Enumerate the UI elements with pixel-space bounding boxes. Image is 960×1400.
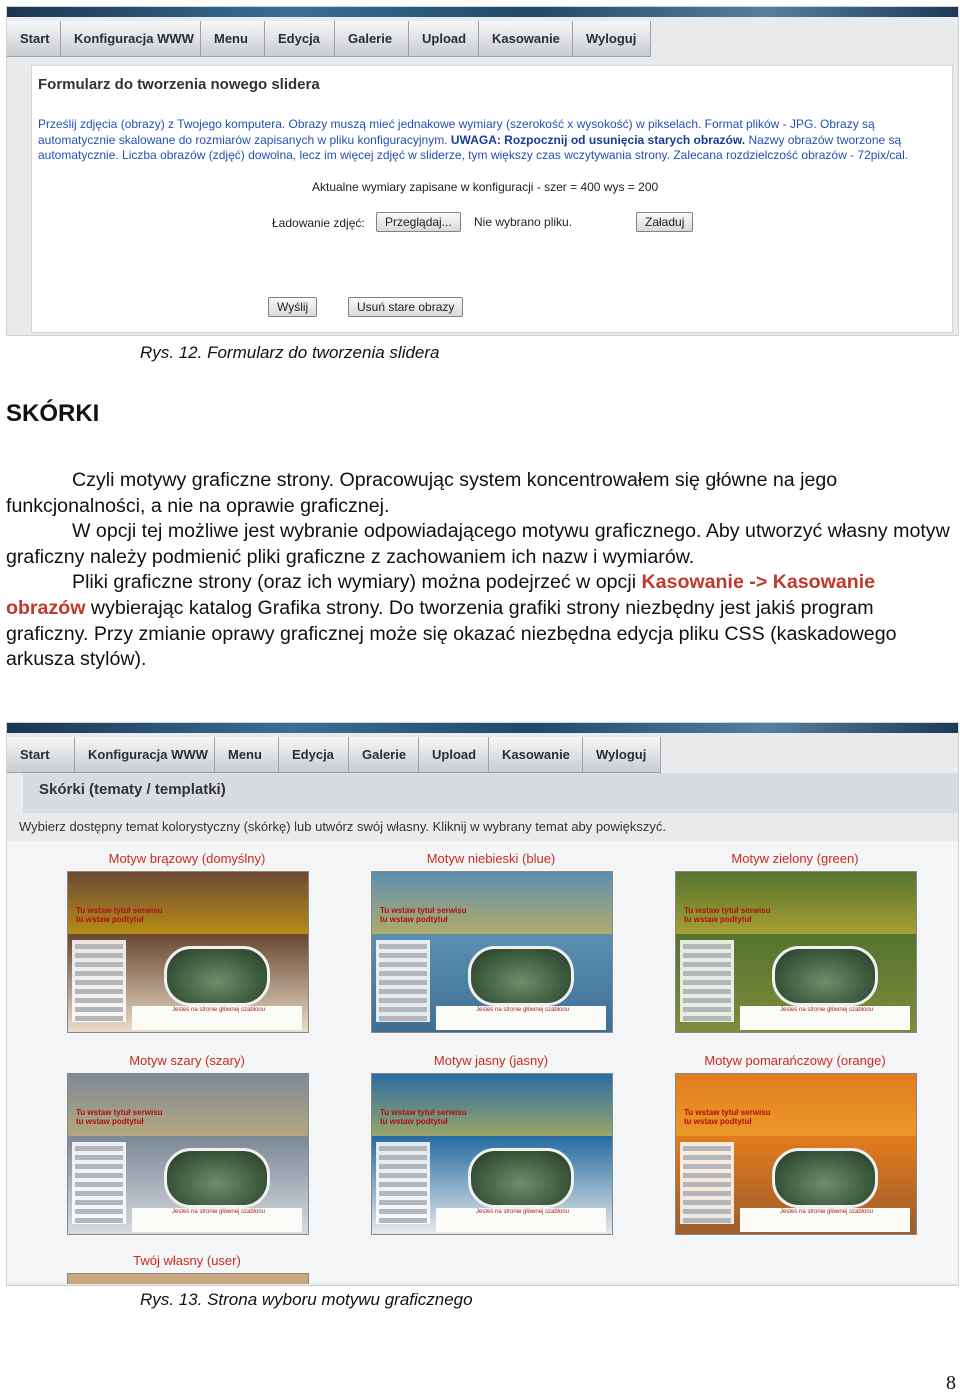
- nav-edycja[interactable]: Edycja: [265, 21, 335, 57]
- thumb-subtitle-text: tu wstaw podtytuł: [76, 915, 144, 924]
- nav-start[interactable]: Start: [7, 21, 61, 57]
- top-navigation: [7, 21, 958, 57]
- thumb-header: [676, 1074, 916, 1136]
- thumb-header: [68, 872, 308, 934]
- figure-caption-13: Rys. 13. Strona wyboru motywu graficznego: [140, 1290, 473, 1309]
- nav-start[interactable]: Start: [7, 737, 75, 773]
- thumb-slider-image: [164, 946, 270, 1006]
- nav-konfiguracja[interactable]: Konfiguracja WWW: [61, 21, 201, 57]
- no-file-text: Nie wybrano pliku.: [474, 215, 573, 229]
- thumb-slider-image: [772, 1148, 878, 1208]
- skins-title-bar: [23, 773, 958, 813]
- paragraph: [6, 570, 956, 672]
- nav-galerie[interactable]: Galerie: [335, 21, 409, 57]
- skin-thumbnail[interactable]: [371, 1073, 613, 1235]
- delete-old-images-button[interactable]: Usuń stare obrazy: [348, 297, 463, 317]
- nav-konfiguracja[interactable]: Konfiguracja WWW: [75, 737, 215, 773]
- browse-button[interactable]: Przeglądaj...: [376, 212, 461, 232]
- thumb-menu: [72, 1142, 126, 1224]
- form-title: Formularz do tworzenia nowego slidera: [38, 76, 320, 93]
- skin-label[interactable]: Motyw jasny (jasny): [433, 1053, 549, 1068]
- thumb-title-text: Tu wstaw tytuł serwisu: [380, 1108, 467, 1117]
- skins-subtitle: Wybierz dostępny temat kolorystyczny (skórkę) lub utwórz swój własny. Kliknij w wybrany temat aby powiększyć.: [19, 819, 666, 834]
- instructions-line: automatycznie skalowane do rozmiarów zapisanych w pliku konfiguracyjnym.: [38, 132, 451, 147]
- header-decoration: [7, 723, 958, 733]
- thumb-subtitle-text: tu wstaw podtytuł: [684, 915, 752, 924]
- thumb-title-text: Tu wstaw tytuł serwisu: [684, 1108, 771, 1117]
- thumb-header: [372, 1074, 612, 1136]
- thumb-content: [740, 1208, 910, 1232]
- thumb-title: [684, 1108, 771, 1126]
- skin-label[interactable]: Motyw niebieski (blue): [426, 851, 556, 866]
- thumb-header: [68, 1074, 308, 1136]
- skin-label[interactable]: Motyw zielony (green): [731, 851, 859, 866]
- thumb-slider-image: [468, 946, 574, 1006]
- thumb-title-text: Tu wstaw tytuł serwisu: [684, 906, 771, 915]
- paragraph-text: Pliki graficzne strony (oraz ich wymiary) można podejrzeć w opcji: [72, 571, 642, 594]
- send-button[interactable]: Wyślij: [268, 297, 317, 317]
- skin-label-own[interactable]: Twój własny (user): [133, 1253, 241, 1268]
- figure-caption-12: Rys. 12. Formularz do tworzenia slidera: [140, 343, 440, 362]
- thumb-subtitle-text: tu wstaw podtytuł: [380, 915, 448, 924]
- thumb-header: [676, 872, 916, 934]
- body-text: [6, 468, 956, 673]
- paragraph: Czyli motywy graficzne strony. Opracowując system koncentrowałem się główne na jego funkcjonalności, a nie na oprawie graficznej.: [6, 469, 838, 517]
- thumb-content: [436, 1006, 606, 1030]
- thumb-slider-image: [468, 1148, 574, 1208]
- section-title: SKÓRKI: [6, 400, 100, 427]
- skins-screenshot: [6, 722, 959, 1286]
- thumb-subtitle-text: tu wstaw podtytuł: [684, 1117, 752, 1126]
- nav-upload[interactable]: Upload: [419, 737, 489, 773]
- thumb-subtitle-text: tu wstaw podtytuł: [380, 1117, 448, 1126]
- thumb-title: [380, 1108, 467, 1126]
- thumb-heading: Jesteś na stronie głównej szablonu: [172, 1209, 266, 1215]
- paragraph-text: wybierając katalog Grafika strony. Do tworzenia grafiki strony niezbędny jest jakiś program graficzny. Przy zmianie oprawy graficznej może się okazać niezbędna edycja pliku CSS (kaskadowego arkusza stylów).: [6, 596, 897, 671]
- nav-menu[interactable]: Menu: [215, 737, 279, 773]
- slider-form-screenshot: [6, 6, 959, 336]
- form-panel: [31, 65, 953, 333]
- thumb-title-text: Tu wstaw tytuł serwisu: [76, 1108, 163, 1117]
- thumb-content: [132, 1006, 302, 1030]
- skins-title: Skórki (tematy / templatki): [39, 781, 226, 798]
- current-dimensions: Aktualne wymiary zapisane w konfiguracji - szer = 400 wys = 200: [312, 180, 659, 194]
- thumb-header: [372, 872, 612, 934]
- instructions-line: automatycznie. Liczba obrazów (zdjęć) dowolna, lecz im więcej zdjęć w sliderze, tym większy czas wczytywania strony. Zalecana rozdzielczość obrazów - 72pix/cal.: [38, 148, 909, 162]
- form-instructions: [38, 117, 933, 164]
- nav-kasowanie[interactable]: Kasowanie: [479, 21, 573, 57]
- thumb-title: [76, 1108, 163, 1126]
- paragraph: W opcji tej możliwe jest wybranie odpowiadającego motywu graficznego. Aby utworzyć własny motyw graficzny należy podmienić pliki graficzne z zachowaniem ich nazw i wymiarów.: [6, 520, 950, 568]
- nav-wyloguj[interactable]: Wyloguj: [583, 737, 661, 773]
- thumb-slider-image: [772, 946, 878, 1006]
- menu-path-highlight: Kasowanie -> Kasowanie obrazów: [6, 571, 876, 619]
- instructions-line: Prześlij zdjęcia (obrazy) z Twojego komputera. Obrazy muszą mieć jednakowe wymiary (szerokość x wysokość) w pikselach. Format plików - JPG. Obrazy są: [38, 117, 875, 131]
- thumb-heading: Jesteś na stronie głównej szablonu: [476, 1007, 570, 1013]
- thumb-menu: [680, 1142, 734, 1224]
- upload-label: Ładowanie zdjęć:: [272, 216, 365, 230]
- warning-text: UWAGA: Rozpocznij od usunięcia starych obrazów.: [450, 132, 746, 147]
- skin-thumbnail[interactable]: [67, 1073, 309, 1235]
- thumb-title: [684, 906, 771, 924]
- skin-thumbnail[interactable]: [675, 1073, 917, 1235]
- nav-kasowanie[interactable]: Kasowanie: [489, 737, 583, 773]
- thumb-menu: [376, 1142, 430, 1224]
- thumb-slider-image: [164, 1148, 270, 1208]
- skin-grid: [7, 841, 958, 1283]
- nav-edycja[interactable]: Edycja: [279, 737, 349, 773]
- load-button[interactable]: Załaduj: [636, 212, 693, 232]
- instructions-line: Nazwy obrazów tworzone są: [745, 132, 902, 147]
- thumb-title-text: Tu wstaw tytuł serwisu: [380, 906, 467, 915]
- thumb-content: [436, 1208, 606, 1232]
- thumb-content: [132, 1208, 302, 1232]
- nav-galerie[interactable]: Galerie: [349, 737, 419, 773]
- thumb-title: [380, 906, 467, 924]
- nav-wyloguj[interactable]: Wyloguj: [573, 21, 651, 57]
- nav-upload[interactable]: Upload: [409, 21, 479, 57]
- thumb-title-text: Tu wstaw tytuł serwisu: [76, 906, 163, 915]
- skin-label[interactable]: Motyw pomarańczowy (orange): [704, 1053, 886, 1068]
- skin-thumbnail[interactable]: [67, 871, 309, 1033]
- thumb-heading: Jesteś na stronie głównej szablonu: [476, 1209, 570, 1215]
- thumb-heading: Jesteś na stronie głównej szablonu: [780, 1007, 874, 1013]
- top-navigation: [7, 737, 958, 773]
- nav-menu[interactable]: Menu: [201, 21, 265, 57]
- thumb-menu: [680, 940, 734, 1022]
- thumb-heading: Jesteś na stronie głównej szablonu: [780, 1209, 874, 1215]
- thumb-heading: Jesteś na stronie głównej szablonu: [172, 1007, 266, 1013]
- thumb-content: [740, 1006, 910, 1030]
- skin-thumbnail[interactable]: [675, 871, 917, 1033]
- own-skin-thumbnail[interactable]: [67, 1273, 309, 1284]
- page-number: 8: [946, 1372, 956, 1394]
- skin-label[interactable]: Motyw szary (szary): [129, 1053, 245, 1068]
- thumb-subtitle-text: tu wstaw podtytuł: [76, 1117, 144, 1126]
- thumb-menu: [376, 940, 430, 1022]
- thumb-menu: [72, 940, 126, 1022]
- skin-thumbnail[interactable]: [371, 871, 613, 1033]
- skin-label[interactable]: Motyw brązowy (domyślny): [108, 851, 266, 866]
- header-decoration: [7, 7, 958, 17]
- thumb-title: [76, 906, 163, 924]
